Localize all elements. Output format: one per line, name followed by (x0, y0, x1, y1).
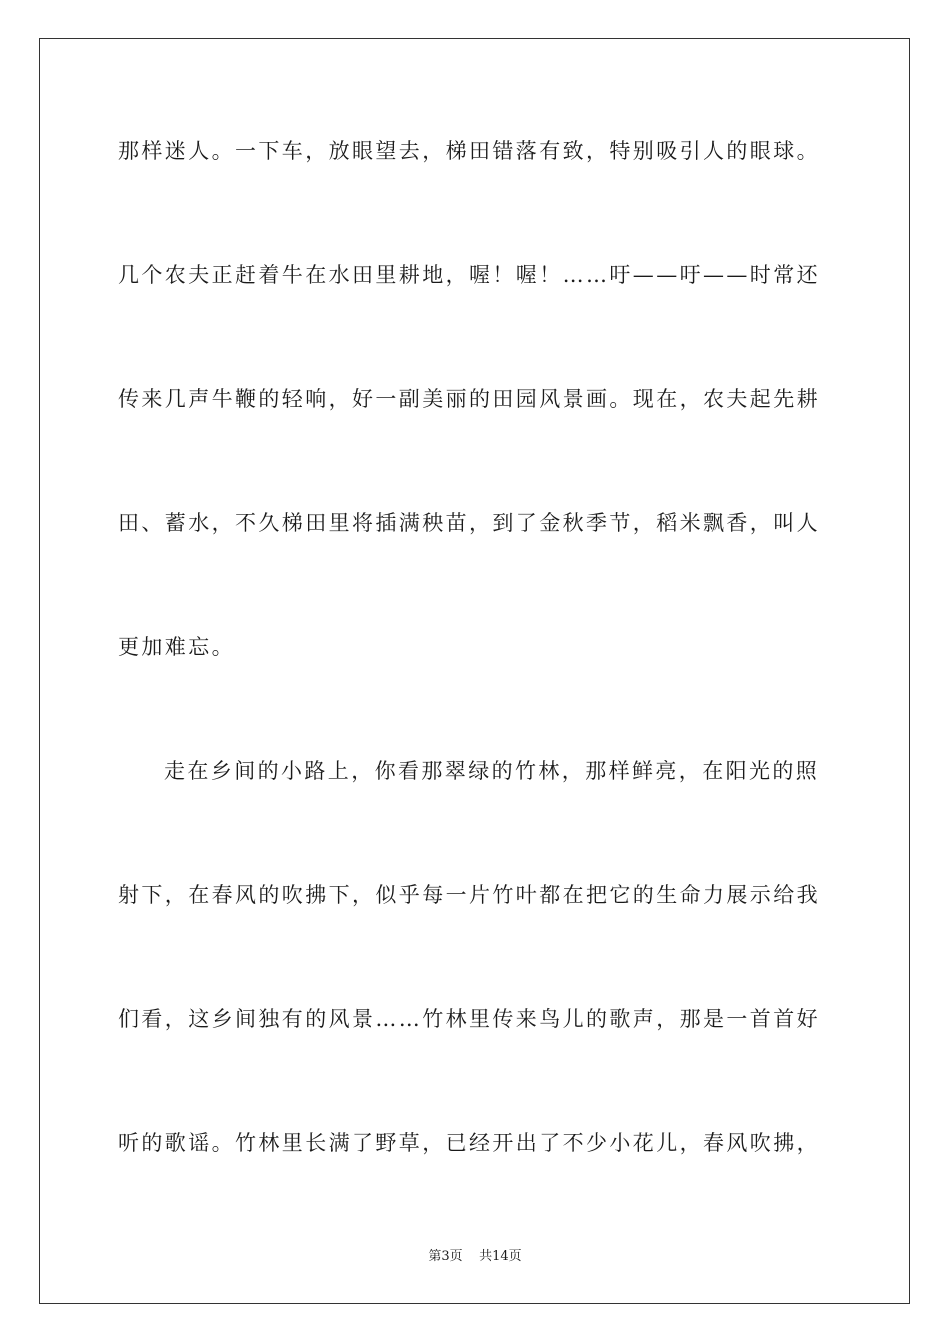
page-border (39, 38, 910, 1304)
text-line: 那样迷人。一下车，放眼望去，梯田错落有致，特别吸引人的眼球。 (118, 139, 820, 163)
paragraph-start-line: 走在乡间的小路上，你看那翠绿的竹林，那样鲜亮，在阳光的照 (164, 759, 820, 783)
text-line: 田、蓄水，不久梯田里将插满秧苗，到了金秋季节，稻米飘香，叫人 (118, 511, 820, 535)
text-line: 更加难忘。 (118, 635, 235, 659)
text-line: 听的歌谣。竹林里长满了野草，已经开出了不少小花儿，春风吹拂， (118, 1131, 820, 1155)
text-line: 几个农夫正赶着牛在水田里耕地，喔！喔！……吁——吁——时常还 (118, 263, 820, 287)
page-number-footer: 第3页 共14页 (428, 1249, 522, 1264)
text-line: 射下，在春风的吹拂下，似乎每一片竹叶都在把它的生命力展示给我 (118, 883, 820, 907)
text-line: 们看，这乡间独有的风景……竹林里传来鸟儿的歌声，那是一首首好 (118, 1007, 820, 1031)
text-line: 传来几声牛鞭的轻响，好一副美丽的田园风景画。现在，农夫起先耕 (118, 387, 820, 411)
